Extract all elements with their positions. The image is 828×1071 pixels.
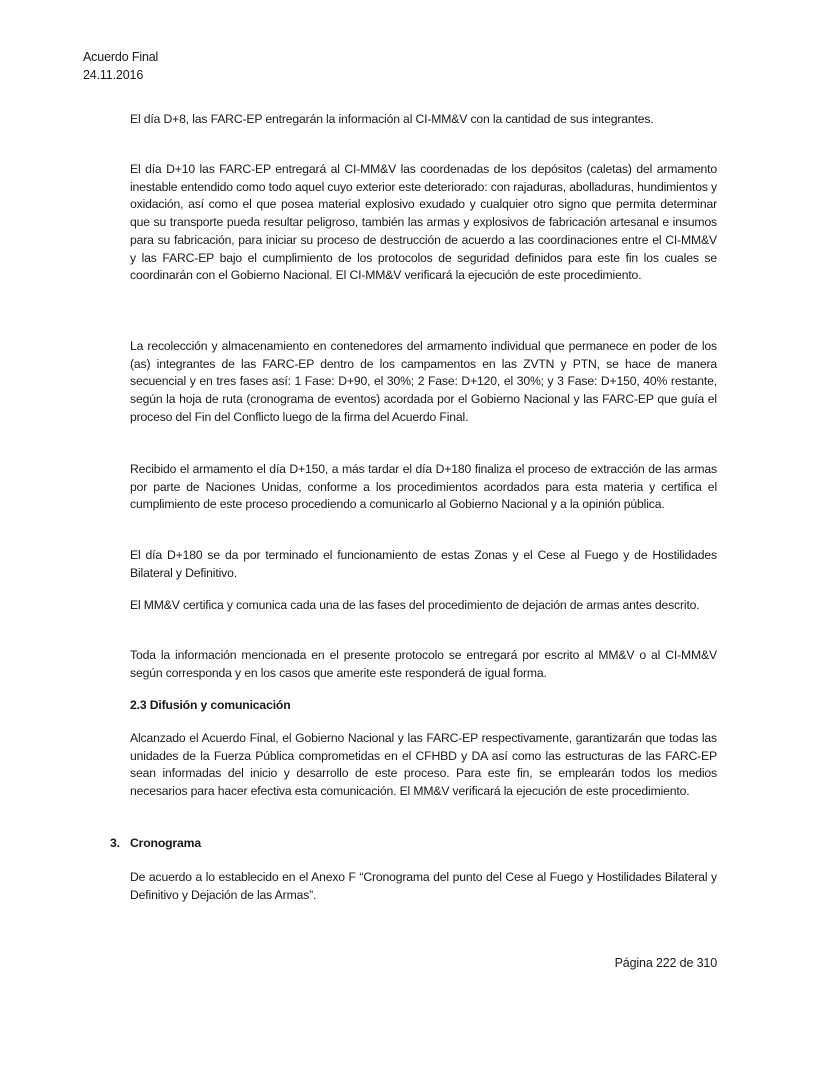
- paragraph-informacion: Toda la información mencionada en el presente protocolo se entregará por escrito al MM&V o al CI-MM&V según corresponda y en los casos que amerite este responderá de igual forma.: [130, 648, 717, 680]
- paragraph-difusion: Alcanzado el Acuerdo Final, el Gobierno Nacional y las FARC-EP respectivamente, garantizarán que todas las unidades de la Fuerza Pública comprometidas en el CFHBD y DA así como las estructuras de las FARC-EP sean informadas del inicio y desarrollo de este proceso. Para este fin, se emplearán todos los medios necesarios para hacer efectiva esta comunicación. El MM&V verificará la ejecución de este procedimiento.: [130, 731, 717, 799]
- document-date: 24.11.2016: [83, 68, 144, 82]
- paragraph-d8: El día D+8, las FARC-EP entregarán la información al CI-MM&V con la cantidad de sus integrantes.: [130, 112, 654, 126]
- page-number: Página 222 de 310: [614, 956, 717, 970]
- section-number: 3.: [110, 836, 120, 850]
- document-title: Acuerdo Final: [83, 50, 159, 64]
- paragraph-cronograma: De acuerdo a lo establecido en el Anexo F “Cronograma del punto del Cese al Fuego y Hostilidades Bilateral y Definitivo y Dejación de las Armas”.: [130, 870, 717, 902]
- paragraph-recibido: Recibido el armamento el día D+150, a más tardar el día D+180 finaliza el proceso de extracción de las armas por parte de Naciones Unidas, conforme a los procedimientos acordados para esta materia y certifica el cumplimiento de este proceso procediendo a comunicarlo al Gobierno Nacional y a la opinión pública.: [130, 462, 717, 512]
- section-heading-3: [110, 834, 201, 852]
- paragraph-d10: El día D+10 las FARC-EP entregará al CI-MM&V las coordenadas de los depósitos (caletas) del armamento inestable entendido como todo aquel cuyo exterior este deteriorado: con rajaduras, abolladuras, hundimientos y oxidación, así como el que posea material explosivo exudado y cualquier otro signo que permita determinar que su transporte pueda resultar peligroso, también las armas y explosivos de fabricación artesanal e insumos para su fabricación, para iniciar su proceso de destrucción de acuerdo a las coordinaciones entre el CI-MM&V y las FARC-EP bajo el cumplimiento de los protocolos de seguridad definidos para este fin los cuales se coordinarán con el Gobierno Nacional. El CI-MM&V verificará la ejecución de este procedimiento.: [130, 162, 717, 283]
- paragraph-recoleccion: La recolección y almacenamiento en contenedores del armamento individual que permanece en poder de los (as) integrantes de las FARC-EP dentro de los campamentos en las ZVTN y PTN, se hace de manera secuencial y en tres fases así: 1 Fase: D+90, el 30%; 2 Fase: D+120, el 30%; y 3 Fase: D+150, 40% restante, según la hoja de ruta (cronograma de eventos) acordada por el Gobierno Nacional y las FARC-EP que guía el proceso del Fin del Conflicto luego de la firma del Acuerdo Final.: [130, 339, 717, 424]
- paragraph-d180: El día D+180 se da por terminado el funcionamiento de estas Zonas y el Cese al Fuego y de Hostilidades Bilateral y Definitivo.: [130, 548, 717, 580]
- section-heading-2-3: 2.3 Difusión y comunicación: [130, 698, 291, 712]
- paragraph-mmv-certifica: El MM&V certifica y comunica cada una de las fases del procedimiento de dejación de armas antes descrito.: [130, 598, 700, 612]
- section-title: Cronograma: [130, 836, 201, 850]
